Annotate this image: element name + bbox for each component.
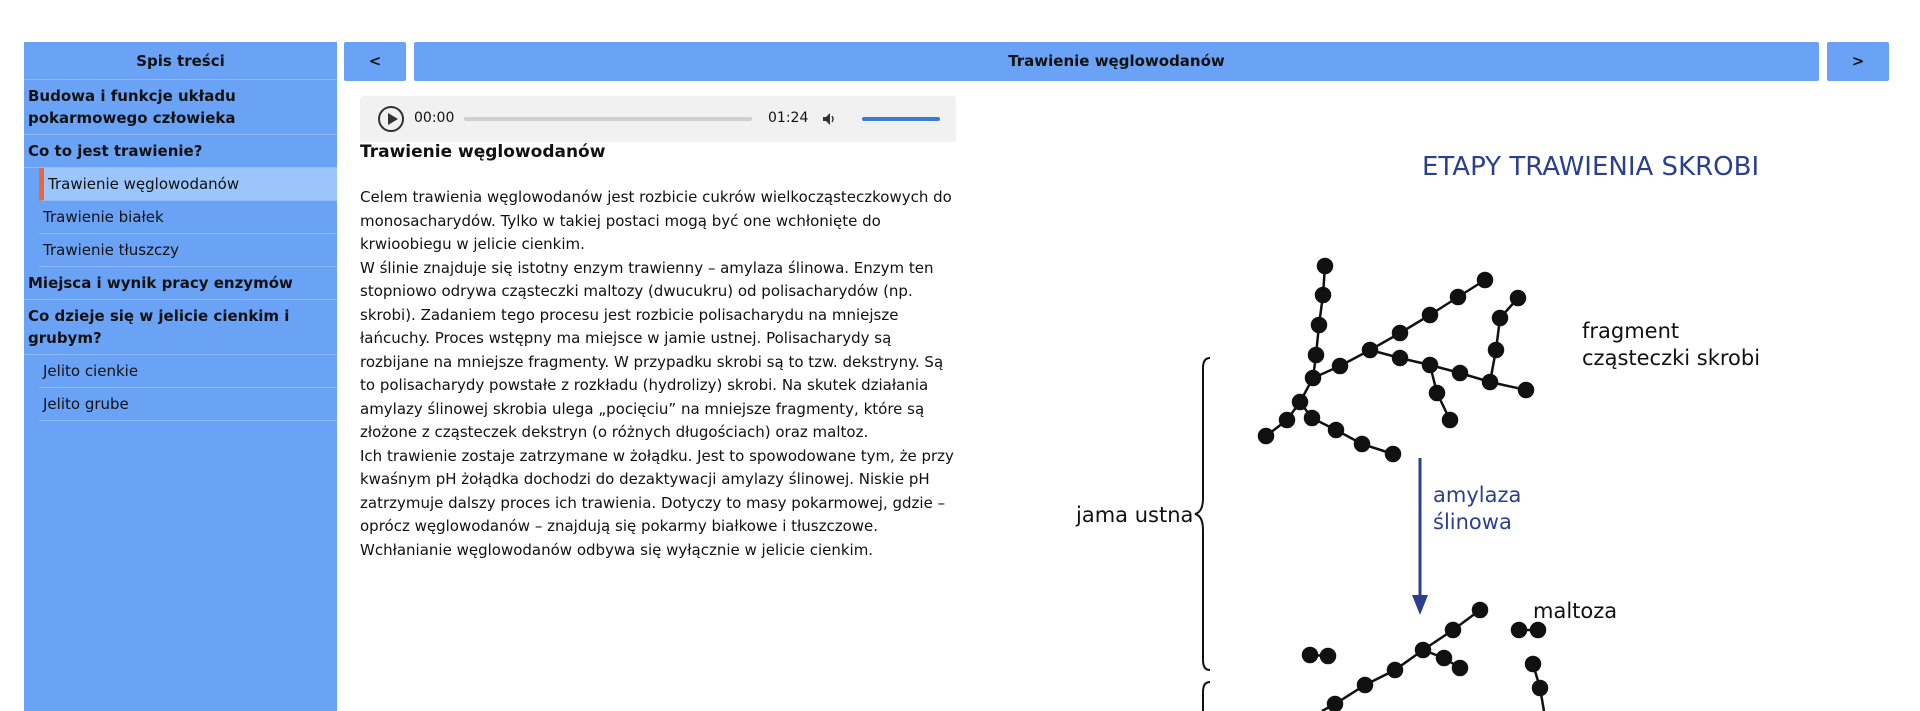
toc-item-label: Trawienie białek [43, 208, 164, 226]
enzyme-label-line2: ślinowa [1433, 510, 1512, 534]
enzyme-arrow [1412, 458, 1428, 615]
audio-progress-bar[interactable] [464, 117, 752, 121]
audio-current-time: 00:00 [414, 110, 455, 126]
toc-header: Spis treści [24, 42, 337, 80]
toc-item-label: Jelito cienkie [43, 362, 139, 380]
stage-brace [1195, 358, 1210, 670]
article-paragraph: Celem trawienia węglowodanów jest rozbicie cukrów wielkocząsteczkowych do monosacharydów. Tylko w takiej postaci mogą być one wchłonięte do krwioobiegu w jelicie cienkim. [360, 188, 952, 253]
toc-item-trawienie-bialek[interactable] [39, 201, 337, 234]
toc-item-miejsca-enzymow[interactable] [24, 267, 337, 300]
article-body [360, 186, 960, 562]
page-title-bar: Trawienie węglowodanów [414, 42, 1819, 81]
audio-player [360, 96, 956, 142]
starch-fragment-molecule [1259, 259, 1533, 461]
toc-item-jelito[interactable] [24, 300, 337, 355]
toc-item-co-to-trawienie[interactable] [24, 135, 337, 168]
products-molecules [1303, 603, 1547, 711]
stage-brace-lower [1203, 682, 1210, 711]
article-title: Trawienie węglowodanów [360, 142, 606, 162]
toc-item-label: Co to jest trawienie? [28, 142, 203, 160]
prev-page-button[interactable]: < [344, 42, 406, 81]
toc-item-trawienie-tluszczy[interactable] [39, 234, 337, 267]
volume-slider[interactable] [862, 117, 940, 121]
starch-digestion-diagram [1060, 140, 1920, 711]
maltose-label: maltoza [1533, 599, 1618, 623]
toc-item-trawienie-weglowodanow[interactable] [39, 168, 337, 201]
audio-duration: 01:24 [768, 110, 809, 126]
toc-item-label: Trawienie tłuszczy [43, 241, 179, 259]
table-of-contents [24, 42, 337, 711]
toc-item-budowa[interactable] [24, 80, 337, 135]
article-paragraph: Wchłanianie węglowodanów odbywa się wyłącznie w jelicie cienkim. [360, 540, 874, 559]
volume-icon[interactable] [821, 111, 837, 127]
play-icon[interactable] [378, 106, 404, 132]
toc-item-label: Co dzieje się w jelicie cienkim i grubym? [28, 307, 290, 347]
enzyme-label-line1: amylaza [1433, 483, 1522, 507]
fragment-label-line2: cząsteczki skrobi [1582, 346, 1761, 370]
toc-item-label: Trawienie węglowodanów [48, 175, 240, 193]
toc-item-label: Miejsca i wynik pracy enzymów [28, 274, 293, 292]
fragment-label-line1: fragment [1582, 319, 1680, 343]
next-page-button[interactable]: > [1827, 42, 1889, 81]
diagram-title: ETAPY TRAWIENIA SKROBI [1422, 152, 1760, 182]
stage-label-mouth: jama ustna [1076, 503, 1194, 527]
toc-item-jelito-cienkie[interactable] [39, 355, 337, 388]
toc-item-jelito-grube[interactable] [39, 388, 337, 421]
article-paragraph: W ślinie znajduje się istotny enzym trawienny – amylaza ślinowa. Enzym ten stopniowo odrywa cząsteczki maltozy (dwucukru) od polisacharydów (np. skrobi). Zadaniem tego procesu jest rozbicie polisacharydu na mniejsze łańcuchy. Proces wstępny ma miejsce w jamie ustnej. Polisacharydy są rozbijane na mniejsze fragmenty. W przypadku skrobi są to tzw. dekstryny. Są to polisacharydy powstałe z rozkładu (hydrolizy) skrobi. Na skutek działania amylazy ślinowej skrobia ulega „pocięciu” na mniejsze fragmenty, które są złożone z cząsteczek dekstryn (o różnych długościach) oraz maltoz. [360, 258, 944, 441]
toc-item-label: Jelito grube [43, 395, 129, 413]
article-paragraph: Ich trawienie zostaje zatrzymane w żołądku. Jest to spowodowane tym, że przy kwaśnym pH żołądka dochodzi do dezaktywacji amylazy ślinowej. Niskie pH zatrzymuje dalszy proces ich trawienia. Dotyczy to masy pokarmowej, gdzie – oprócz węglowodanów – znajdują się pokarmy białkowe i tłuszczowe. [360, 446, 954, 535]
toc-item-label: Budowa i funkcje układu pokarmowego człowieka [28, 87, 236, 127]
